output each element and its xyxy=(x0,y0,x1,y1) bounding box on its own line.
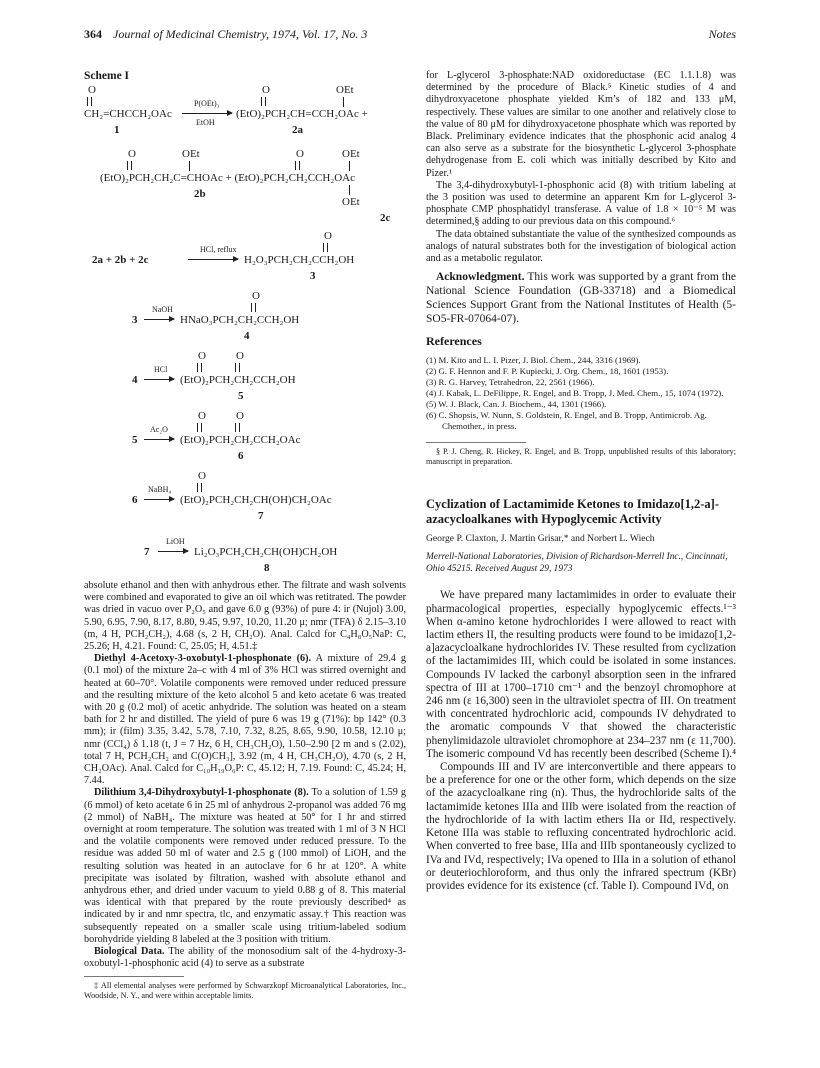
reagent-label: NaOH xyxy=(152,305,173,314)
double-bond xyxy=(197,363,202,372)
acknowledgment-text: This work was supported by a grant from the National Science Foundation (GB-33718) and a Biomedical Sciences Support Grant from the National Institutes of Health (5-SO5-FR-07064-07). xyxy=(426,271,736,325)
compound-label: 5 xyxy=(238,390,244,402)
acknowledgment-heading: Acknowledgment. xyxy=(436,271,525,284)
compound-label: 2a xyxy=(292,124,303,136)
footnote: ‡ All elemental analyses were performed by Schwarzkopf Microanalytical Laboratories, Inc., Woodside, N. Y., and were within acceptable limits. xyxy=(84,980,406,1000)
compound-label: 6 xyxy=(238,450,244,462)
paragraph-heading: Biological Data. xyxy=(94,946,165,958)
compound-1-formula: CH₂=CHCCH₂OAc xyxy=(84,108,172,120)
article-authors: George P. Claxton, J. Martin Grisar,* and Norbert L. Wiech xyxy=(426,533,655,545)
compound-label: 4 xyxy=(244,330,250,342)
scheme-atom: O xyxy=(296,148,304,160)
scheme-atom: OEt xyxy=(342,148,360,160)
double-bond xyxy=(197,423,202,432)
reagent-label: HCl, reflux xyxy=(200,245,237,254)
reaction-left: 5 xyxy=(132,434,138,446)
body-paragraph: absolute ethanol and then with anhydrous ether. The filtrate and wash solvents were combined and evaporated to give an oil which was retitrated. The powder was dried in vacuo over P₂O₅ and gave 6.0 g (93%) of pure 4: ir (Nujol) 3.00, 5.90, 6.95, 7.90, 8.17, 8.80, 9.45, 9.97, 10.20, 11.20 μ; nmr (TFA) δ 2.15–3.10 (m, 4 H, PCH₂CH₂), 4.68 (s, 2 H, CH₂O). Anal. Calcd for C₄H₈O₅NaP: C, 25.26; H, 4.21. Found: C, 25.05; H, 4.51.‡ xyxy=(84,580,407,653)
single-bond xyxy=(349,161,350,171)
double-bond xyxy=(87,97,92,106)
body-paragraph xyxy=(84,787,406,946)
scheme-atom: OEt xyxy=(336,84,354,96)
scheme-atom: O xyxy=(198,350,206,362)
scheme-atom: O xyxy=(198,410,206,422)
single-bond xyxy=(349,185,350,195)
body-paragraph: The 3,4-dihydroxybutyl-1-phosphonic acid (8) with tritium labeling at the 3 position was used to determine an apparent Km for L-glycerol 3-phosphate CMP phosphatidyl transferase. A value of 1.8 × 10⁻⁵ M was determined,§ adding to our previous data on this compound.⁶ xyxy=(426,179,736,228)
references-heading: References xyxy=(426,334,482,349)
double-bond xyxy=(127,161,132,170)
paragraph-text: A mixture of 29.4 g (0.1 mol) of the mixture 2a–c with 4 ml of 3% HCl was stirred overnight and heated at 60–70°. Volatile components were removed under reduced pressure and the resulting mixture of the keto alcohol 5 and keto acetate 6 was treated with 20 g (0.2 mol) of acetic anhydride. The solution was heated on a steam bath for 2 hr and distilled. The yield of pure 6 was 19 g (71%): bp 142° (0.3 mm); ir (film) 3.35, 3.42, 5.78, 7.10, 7.32, 8.25, 8.65, 9.90, 10.58, 12.10 μ; nmr (CCl₄) δ 1.18 (t, J = 7 Hz, 6 H, CH₃CH₂O), 1.50–2.90 [2 m and s (2.02), total 7 H, PCH₂CH₂ and C(O)CH₃], 3.92 (m, 4 H, CH₃CH₂O), 4.70 (s, 2 H, CH₂OAc). Anal. Calcd for C₁₀H₁₉O₆P: C, 45.12; H, 7.19. Found: C, 45.24; H, 7.44. xyxy=(84,653,407,787)
reference-item: (4) J. Kabak, L. DeFilippe, R. Engel, and B. Tropp, J. Med. Chem., 15, 1074 (1972). xyxy=(426,388,724,399)
paragraph-text: The ability of the monosodium salt of the 4-hydroxy-3-oxobutyl-1-phosphonic acid (4) to serve as a substrate xyxy=(84,946,406,970)
scheme-atom: O xyxy=(88,84,96,96)
compound-label: 7 xyxy=(258,510,264,522)
acknowledgment xyxy=(426,271,736,326)
reaction-left: 2a + 2b + 2c xyxy=(92,254,149,266)
body-paragraph: Compounds III and IV are interconvertible and there appears to be a preference for one or the other form, which depends on the size of the azacycloalkane ring (n). Thus, the hydrochloride salts of the lactamimide ketones IIIa and IIIb were isolated from the reaction of the hydrochloride of Ia with lactim ethers IIa or IId, respectively. Ketone IIIa was stable to refluxing concentrated hydrochloric acid. When converted to free base, IIIa and IIIb spontaneously cyclized to IVa and IVd, respectively; IVa opened to IIIa in a solution of ethanol or deuteriochloroform, and thus only the infrared spectrum (KBr) provides evidence for its existence (cf. Table I). Compound IVd, on xyxy=(426,761,736,892)
reaction-left: 3 xyxy=(132,314,138,326)
reference-item: (6) C. Shopsis, W. Nunn, S. Goldstein, R. Engel, and B. Tropp, Antimicrob. Ag. Chemother., in press. xyxy=(426,410,707,432)
double-bond xyxy=(235,423,240,432)
reference-item: (5) W. J. Black, Can. J. Biochem., 44, 1301 (1966). xyxy=(426,399,607,410)
scheme-atom: O xyxy=(236,350,244,362)
double-bond xyxy=(261,97,266,106)
compound-2a-formula: (EtO)₂PCH₂CH=CCH₂OAc + xyxy=(236,108,368,120)
single-bond xyxy=(189,161,190,171)
scheme-atom: O xyxy=(128,148,136,160)
left-column xyxy=(84,70,406,1001)
reagent-label: HCl xyxy=(154,365,168,374)
compound-2b-2c-formula: (EtO)₂PCH₂CH₂C=CHOAc + (EtO)₂PCH₂CH₂CCH₂OAc xyxy=(100,172,355,184)
scheme-atom: OEt xyxy=(182,148,200,160)
paragraph-heading: Dilithium 3,4-Dihydroxybutyl-1-phosphonate (8). xyxy=(94,787,309,799)
scheme-atom: O xyxy=(236,410,244,422)
compound-8-formula: Li₂O₃PCH₂CH₂CH(OH)CH₂OH xyxy=(194,546,338,558)
body-paragraph: for L-glycerol 3-phosphate:NAD oxidoreductase (EC 1.1.1.8) was determined by the procedure of Black.⁵ Kinetic studies of 4 and dihydroxyacetone phosphate yielded Km’s of 182 and 133 μM, respectively. These values are similar to one another and relatively close to the value of 80 μM for dihydroxyacetone phosphate which was reported by Black. Preliminary evidence indicates that the phosphonic acid analog 4 can also serve as a substrate for the biosynthetic L-glycerol 3-phosphate dehydrogenase from E. coli which was initially described by Kito and Pizer.¹ xyxy=(426,70,736,179)
compound-label: 3 xyxy=(310,270,316,282)
journal-citation: Journal of Medicinal Chemistry, 1974, Vol. 17, No. 3 xyxy=(113,27,368,41)
body-paragraph xyxy=(84,946,406,970)
reaction-arrow xyxy=(144,379,174,380)
single-bond xyxy=(343,97,344,107)
compound-label: 8 xyxy=(264,562,270,574)
compound-label: 2b xyxy=(194,188,206,200)
compound-4-formula: HNaO₃PCH₂CH₂CCH₂OH xyxy=(180,314,300,326)
article-title: Cyclization of Lactamimide Ketones to Imidazo[1,2-a]-azacycloalkanes with Hypoglycemic Activity xyxy=(426,497,719,527)
reaction-left: 6 xyxy=(132,494,138,506)
reagent-label: P(OEt)₃ xyxy=(194,99,220,108)
scheme-title: Scheme I xyxy=(84,70,130,82)
reference-item: (1) M. Kito and L. I. Pizer, J. Biol. Chem., 244, 3316 (1969). xyxy=(426,355,641,366)
scheme-atom: O xyxy=(198,470,206,482)
right-column xyxy=(426,70,736,893)
reaction-arrow xyxy=(144,439,174,440)
scheme-atom: O xyxy=(262,84,270,96)
compound-6-formula: (EtO)₂PCH₂CH₂CCH₂OAc xyxy=(180,434,301,446)
reagent-label: LiOH xyxy=(166,537,185,546)
double-bond xyxy=(295,161,300,170)
footnote: § P. J. Cheng, R. Hickey, R. Engel, and B. Tropp, unpublished results of this laboratory; manuscript in preparation. xyxy=(426,447,736,467)
double-bond xyxy=(197,483,202,492)
article-affiliation: Merrell-National Laboratories, Division of Richardson-Merrell Inc., Cincinnati, Ohio 45215. Received August 29, 1973 xyxy=(426,552,728,574)
body-paragraph: We have prepared many lactamimides in order to evaluate their pharmacological properties, especially hypoglycemic effects.¹⁻³ When α-amino ketone hydrochlorides I were allowed to react with lactim ethers II, the resulting products were found to be imidazo[1,2-a]azacycloalkane hydrochlorides IV. These resulted from cyclization of the lactamimides III, which could be isolated in some instances. Compounds IV lacked the carbonyl absorption seen in the infrared spectra of III at 1700–1710 cm⁻¹ and the benzoyl chromophore at 246 nm (ε 16,300) seen in the ultraviolet spectra of III. On treatment with concentrated hydrochloric acid, compounds IV dehydrated to the aromatic compounds V that showed the characteristic phenylimidazole ultraviolet chromophore at 234–237 nm (ε 11,700). The isomeric compound Vd has recently been described (Scheme I).⁴ xyxy=(426,589,736,760)
reaction-arrow xyxy=(188,259,238,260)
reference-item: (2) G. F. Hennon and F. P. Kupiecki, J. Org. Chem., 18, 1601 (1953). xyxy=(426,366,669,377)
reagent-label: EtOH xyxy=(196,118,215,127)
reagent-label: NaBH₄ xyxy=(148,485,172,494)
reaction-arrow xyxy=(182,113,232,114)
page-header xyxy=(84,27,736,42)
reaction-arrow xyxy=(158,551,188,552)
reagent-label: Ac₂O xyxy=(150,425,168,434)
page-number: 364 xyxy=(84,27,102,41)
scheme-atom: OEt xyxy=(342,196,360,208)
reference-item: (3) R. G. Harvey, Tetrahedron, 22, 2561 (1966). xyxy=(426,377,595,388)
scheme-atom: O xyxy=(324,230,332,242)
double-bond xyxy=(235,363,240,372)
footnote-divider xyxy=(84,976,184,977)
body-paragraph: The data obtained substantiate the value of the synthesized compounds as analogs of natural substrates both for the investigation of biological action and as a metabolic regulator. xyxy=(426,228,736,265)
scheme-atom: O xyxy=(252,290,260,302)
section-label: Notes xyxy=(708,27,736,41)
reaction-left: 4 xyxy=(132,374,138,386)
compound-3-formula: H₂O₃PCH₂CH₂CCH₂OH xyxy=(244,254,355,266)
reaction-arrow xyxy=(144,499,174,500)
compound-label: 1 xyxy=(114,124,120,136)
paragraph-text: To a solution of 1.59 g (6 mmol) of keto acetate 6 in 25 ml of anhydrous 2-propanol was added 76 mg (2 mmol) of NaBH₄. The mixture was heated at 50° for 1 hr and stirred overnight at room temperature. The solution was treated with 1 ml of 3 N HCl and the volatile components were removed under reduced pressure. To the residue was added 50 ml of water and 2.5 g (100 mmol) of LiOH, and the resulting solution was heated in an autoclave for 6 hr at 120°. A white precipitate was isolated by filtration, washed with absolute ethanol and anhydrous ether, and dried under vacuum to yield 0.88 g of 8. This material was identical with that prepared by the route previously described⁴ as indicated by ir and nmr spectra, tlc, and enzymatic assay.† This reaction was subsequently repeated on a smaller scale using tritium-labeled sodium borohydride yielding 8 labeled at the 3 position with tritium. xyxy=(84,787,406,945)
reaction-arrow xyxy=(144,319,174,320)
paragraph-heading: Diethyl 4-Acetoxy-3-oxobutyl-1-phosphonate (6). xyxy=(94,653,312,665)
compound-5-formula: (EtO)₂PCH₂CH₂CCH₂OH xyxy=(180,374,296,386)
footnote-divider xyxy=(426,442,526,443)
reaction-scheme xyxy=(84,84,406,580)
double-bond xyxy=(323,243,328,252)
compound-7-formula: (EtO)₂PCH₂CH₂CH(OH)CH₂OAc xyxy=(180,494,332,506)
body-paragraph xyxy=(84,653,406,787)
double-bond xyxy=(251,303,256,312)
reaction-left: 7 xyxy=(144,546,150,558)
compound-label: 2c xyxy=(380,212,391,224)
